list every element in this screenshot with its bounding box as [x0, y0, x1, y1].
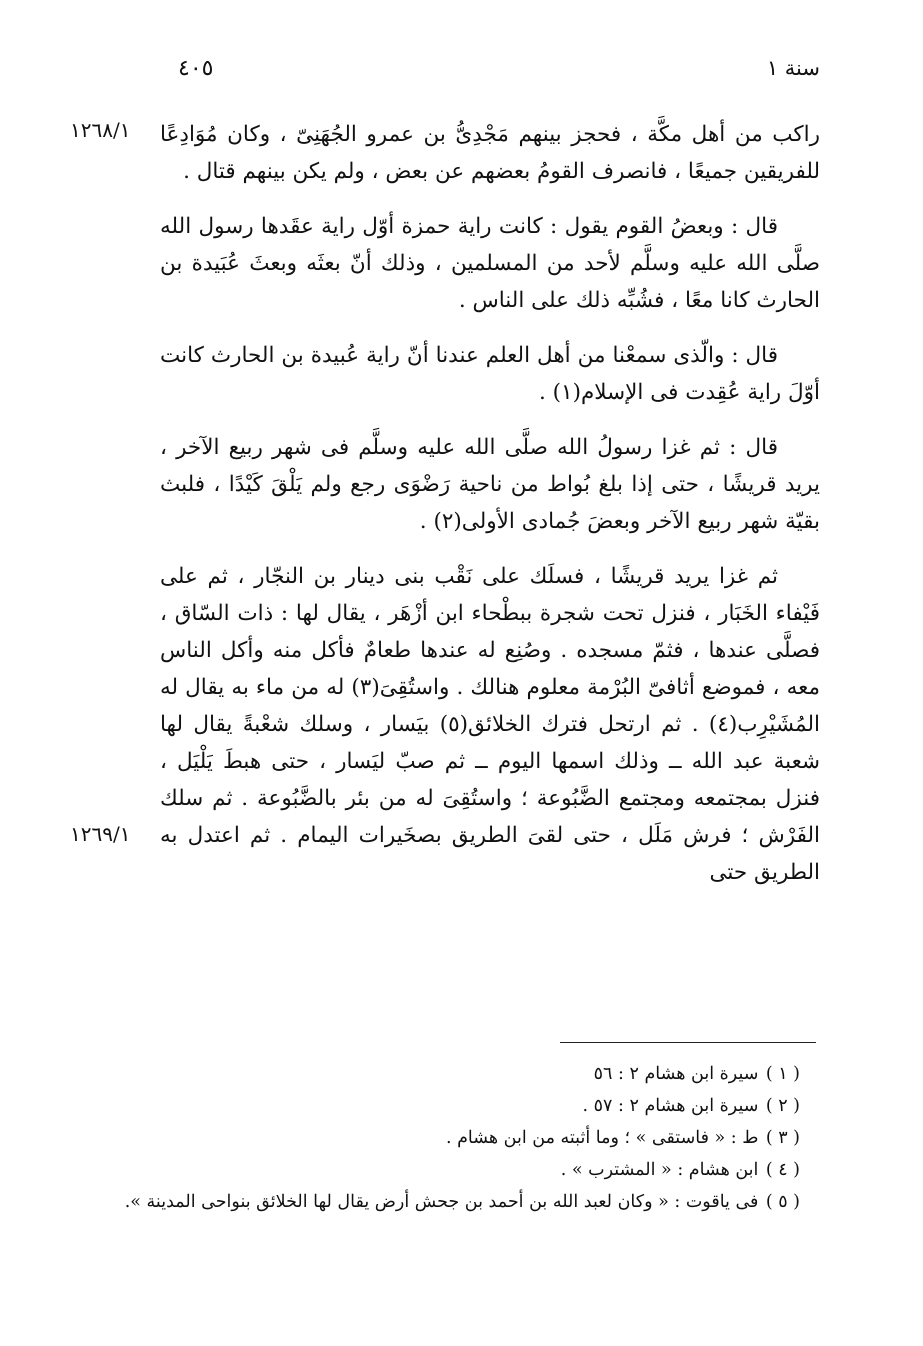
margin-note-volume-page: ١٢٦٩/١	[70, 822, 131, 846]
paragraph: ثم غزا يريد قريشًا ، فسلَك على نَقْب بنى دينار بن النجّار ، ثم على فَيْفاء الخَبَار ، فنزل تحت شجرة ببطْحاء ابن أزْهَر ، يقال لها : ذات السّاق ، فصلَّى عندها ، فثمّ مسجده . وصُنِع له عندها طعامٌ فأكل منه وأكل الناس معه ، فموضع أثافىّ البُرْمة معلوم هنالك . واستُقِىَ(٣) له من ماء به يقال له المُشَيْرِب(٤) . ثم ارتحل فترك الخلائق(٥) بيَسار ، وسلك شعْبةً يقال لها شعبة عبد الله ــ وذلك اسمها اليوم ــ ثم صبّ ليَسار ، حتى هبطَ يَلْيَل ، فنزل بمجتمعه ومجتمع الضَّبُوعة ؛ واستُقِىَ له من بئر بالضَّبُوعة . ثم سلك الفَرْش ؛ فرش مَلَل ، حتى لقىَ الطريق بصخَيرات اليمام . ثم اعتدل به الطريق حتى	[160, 564, 820, 885]
footnote-number: ( ٣ )	[765, 1128, 800, 1148]
footnotes	[124, 1058, 800, 1218]
footnote-text: سيرة ابن هشام ٢ : ٥٧ .	[582, 1096, 759, 1116]
paragraph: قال : وبعضُ القوم يقول : كانت راية حمزة أوّل راية عقَدها رسول الله صلَّى الله عليه وسلَّم لأحد من المسلمين ، وذلك أنّ بعثَه وبعثَ عُبَيدة بن الحارث كانا معًا ، فشُبِّه ذلك على الناس .	[160, 214, 820, 313]
footnote-text: ط : « فاستقى » ؛ وما أثبته من ابن هشام .	[445, 1128, 759, 1148]
footnote-text: سيرة ابن هشام ٢ : ٥٦	[593, 1064, 759, 1084]
footnote-number: ( ٥ )	[765, 1192, 800, 1212]
footnote-separator	[560, 1042, 816, 1043]
footnote	[160, 1090, 800, 1122]
footnote	[160, 1154, 800, 1186]
footnote-text: ابن هشام : « المشترب » .	[560, 1160, 759, 1180]
margin-note-volume-page: ١٢٦٨/١	[70, 118, 131, 142]
page-header	[160, 56, 820, 96]
paragraph: راكب من أهل مكَّة ، فحجز بينهم مَجْدِىُّ بن عمرو الجُهَنِىّ ، وكان مُوَادِعًا للفريقين جميعًا ، فانصرف القومُ بعضهم عن بعض ، ولم يكن بينهم قتال .	[160, 122, 820, 184]
footnote-text: فى ياقوت : « وكان لعبد الله بن أحمد بن جحش أرض يقال لها الخلائق بنواحى المدينة ».	[124, 1192, 759, 1212]
paragraph: قال : ثم غزا رسولُ الله صلَّى الله عليه وسلَّم فى شهر ربيع الآخر ، يريد قريشًا ، حتى إذا بلغ بُواط من ناحية رَضْوَى رجع ولم يَلْقَ كَيْدًا ، فلبث بقيّة شهر ربيع الآخر وبعضَ جُمادى الأولى(٢) .	[160, 435, 820, 534]
footnote-number: ( ٢ )	[765, 1096, 800, 1116]
running-head-year: سنة ١	[766, 56, 820, 80]
footnote	[160, 1122, 800, 1154]
paragraph: قال : والّذى سمعْنا من أهل العلم عندنا أنّ راية عُبيدة بن الحارث كانت أوّلَ راية عُقِدت فى الإسلام(١) .	[160, 343, 820, 405]
footnote-number: ( ١ )	[765, 1064, 800, 1084]
page-number: ٤٠٥	[178, 56, 214, 81]
footnote	[124, 1186, 800, 1218]
footnote	[160, 1058, 800, 1090]
main-text	[160, 116, 820, 909]
footnote-number: ( ٤ )	[765, 1160, 800, 1180]
